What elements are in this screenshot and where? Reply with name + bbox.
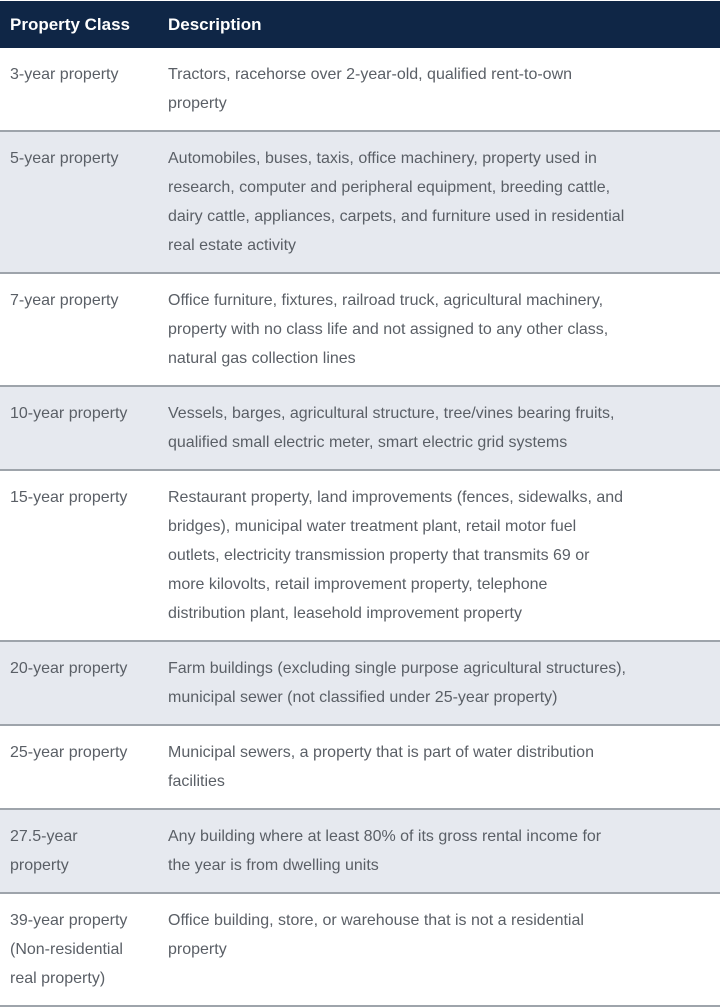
property-class-text: 15-year property — [10, 489, 128, 506]
description-cell — [160, 131, 720, 273]
property-class-cell — [0, 273, 160, 386]
table-row — [0, 893, 720, 1006]
description-cell — [160, 48, 720, 131]
table-row — [0, 48, 720, 131]
description-cell — [160, 273, 720, 386]
description-text: property — [168, 941, 227, 958]
description-text: more kilovolts, retail improvement property, telephone — [168, 576, 548, 593]
property-class-cell — [0, 641, 160, 725]
property-class-text: real property) — [10, 970, 106, 987]
description-cell — [160, 470, 720, 641]
description-text: Automobiles, buses, taxis, office machinery, property used in — [168, 150, 597, 167]
table-row — [0, 273, 720, 386]
description-text: outlets, electricity transmission property that transmits 69 or — [168, 547, 590, 564]
description-text: Tractors, racehorse over 2-year-old, qualified rent-to-own — [168, 66, 573, 83]
property-class-text: 27.5-year — [10, 828, 78, 845]
property-class-cell — [0, 725, 160, 809]
description-text: real estate activity — [168, 237, 297, 254]
description-text: Municipal sewers, a property that is part of water distribution — [168, 744, 594, 761]
description-text: qualified small electric meter, smart electric grid systems — [168, 434, 568, 451]
property-class-cell — [0, 386, 160, 470]
table-body — [0, 48, 720, 1006]
property-class-text: (Non-residential — [10, 941, 123, 958]
property-class-text: 25-year property — [10, 744, 128, 761]
description-text: Office furniture, fixtures, railroad truck, agricultural machinery, — [168, 292, 604, 309]
column-header-description: Description — [160, 1, 720, 48]
description-text: facilities — [168, 773, 225, 790]
property-class-text: 7-year property — [10, 292, 119, 309]
description-cell — [160, 893, 720, 1006]
description-text: bridges), municipal water treatment plant, retail motor fuel — [168, 518, 577, 535]
description-text: property — [168, 95, 227, 112]
table-row — [0, 470, 720, 641]
description-text: natural gas collection lines — [168, 350, 356, 367]
property-class-text: 3-year property — [10, 66, 119, 83]
description-text: Farm buildings (excluding single purpose agricultural structures), — [168, 660, 626, 677]
description-text: the year is from dwelling units — [168, 857, 379, 874]
description-cell — [160, 809, 720, 893]
table-row — [0, 641, 720, 725]
table-row — [0, 725, 720, 809]
property-class-text: 39-year property — [10, 912, 128, 929]
property-class-cell — [0, 48, 160, 131]
table-header — [0, 1, 720, 48]
property-class-text: property — [10, 857, 69, 874]
description-cell — [160, 386, 720, 470]
table-row — [0, 386, 720, 470]
property-class-text: 5-year property — [10, 150, 119, 167]
description-text: Any building where at least 80% of its gross rental income for — [168, 828, 602, 845]
description-text: research, computer and peripheral equipment, breeding cattle, — [168, 179, 611, 196]
description-text: dairy cattle, appliances, carpets, and furniture used in residential — [168, 208, 625, 225]
property-class-text: 20-year property — [10, 660, 128, 677]
property-class-cell — [0, 131, 160, 273]
description-text: Restaurant property, land improvements (fences, sidewalks, and — [168, 489, 624, 506]
description-text: municipal sewer (not classified under 25-year property) — [168, 689, 558, 706]
property-class-table — [0, 1, 720, 1007]
column-header-property-class: Property Class — [0, 1, 160, 48]
description-text: Vessels, barges, agricultural structure, tree/vines bearing fruits, — [168, 405, 615, 422]
property-class-cell — [0, 809, 160, 893]
property-class-cell — [0, 470, 160, 641]
table-row — [0, 809, 720, 893]
property-class-text: 10-year property — [10, 405, 128, 422]
table-header-row — [0, 1, 720, 48]
description-cell — [160, 641, 720, 725]
description-text: property with no class life and not assigned to any other class, — [168, 321, 609, 338]
table-row — [0, 131, 720, 273]
property-class-cell — [0, 893, 160, 1006]
description-text: distribution plant, leasehold improvement property — [168, 605, 522, 622]
description-text: Office building, store, or warehouse that is not a residential — [168, 912, 584, 929]
description-cell — [160, 725, 720, 809]
